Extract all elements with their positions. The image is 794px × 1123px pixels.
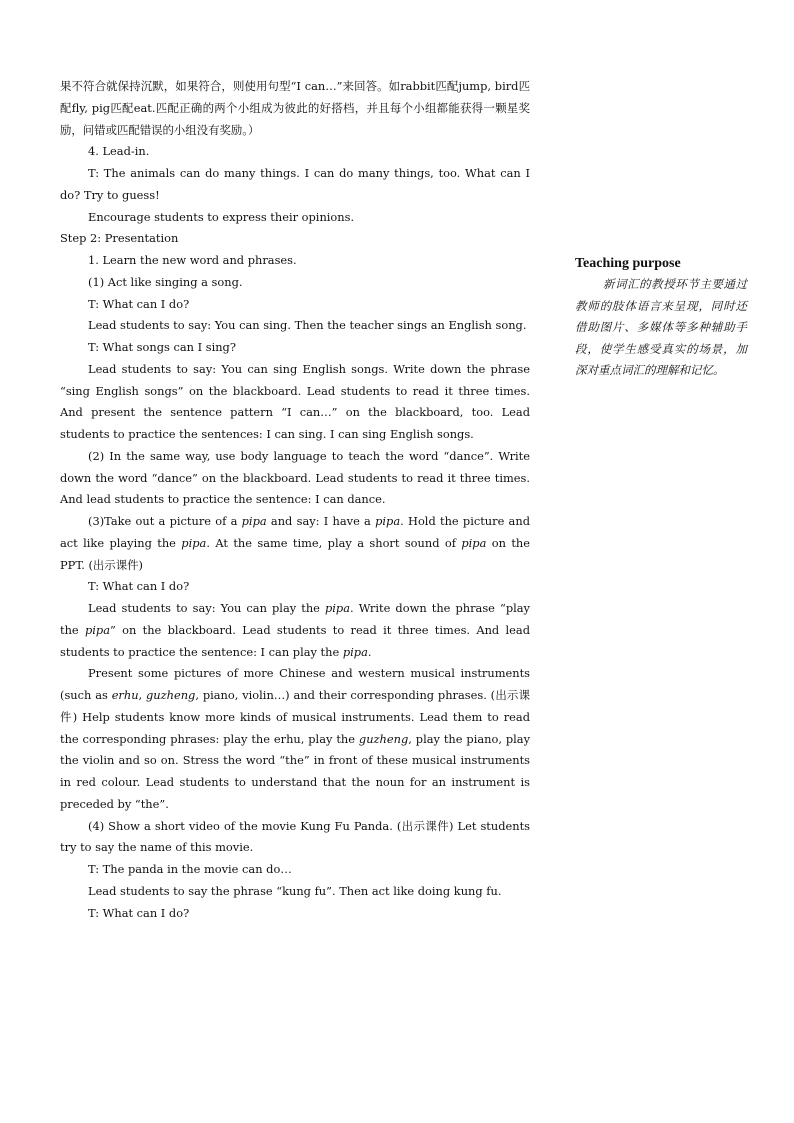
- item-act-singing: (1) Act like singing a song.: [88, 274, 243, 289]
- paragraph-what-songs: T: What songs can I sing?: [88, 340, 236, 354]
- paragraph-what-can-i-do-3: T: What can I do?: [88, 905, 190, 920]
- paragraph-encourage: Encourage students to express their opinions.: [88, 209, 355, 224]
- paragraph-what-can-i-do-1: T: What can I do?: [88, 296, 190, 311]
- paragraph-you-can-sing: Lead students to say: You can sing. Then the teacher sings an English song.: [88, 318, 527, 333]
- paragraph-play-pipa: Lead students to say: You can play the pipa. Write down the phrase “play the pipa” on the blackboard. Lead students to read it three times. And lead students to practice the sentence: I can play the pipa.: [60, 601, 530, 659]
- paragraph-kung-fu: Lead students to say the phrase “kung fu”. Then act like doing kung fu.: [88, 883, 502, 898]
- main-content: [60, 76, 530, 924]
- heading-learn-words: 1. Learn the new word and phrases.: [88, 253, 297, 267]
- paragraph-teacher-question: T: The animals can do many things. I can do many things, too. What can I do? Try to guess!: [60, 166, 530, 202]
- paragraph-dance: (2) In the same way, use body language to teach the word “dance”. Write down the word “dance” on the blackboard. Lead students to read it three times. And lead students to practice the sentence: I can dance.: [60, 448, 530, 507]
- paragraph-kung-fu-panda: (4) Show a short video of the movie Kung Fu Panda. (出示课件) Let students try to say the name of this movie.: [60, 818, 530, 855]
- paragraph-panda-can-do: T: The panda in the movie can do…: [88, 862, 292, 876]
- paragraph-musical-instruments: Present some pictures of more Chinese and western musical instruments (such as erhu, guzheng, piano, violin…) and their corresponding phrases. (出示课件) Help students know more kinds of musical instruments. Lead them to read the corresponding phrases: play the erhu, play the guzheng, play the piano, play the violin and so on. Stress the word “the” in front of these musical instruments in red colour. Lead students to understand that the noun for an instrument is preceded by “the”.: [60, 666, 531, 811]
- sidebar-text: 新词汇的教授环节主要通过教师的肢体语言来呈现，同时还借助图片、多媒体等多种辅助手段，使学生感受真实的场景，加深对重点词汇的理解和记忆。: [575, 277, 747, 377]
- paragraph-what-can-i-do-2: T: What can I do?: [88, 579, 190, 594]
- heading-step-2: Step 2: Presentation: [60, 231, 179, 246]
- sidebar-title: Teaching purpose: [575, 256, 681, 271]
- paragraph-sing-english-songs: Lead students to say: You can sing English songs. Write down the phrase “sing English songs” on the blackboard. Lead students to read it three times. And present the sentence pattern “I can…” on the blackboard, too. Lead students to practice the sentences: I can sing. I can sing English songs.: [60, 361, 530, 441]
- paragraph-pipa-picture: (3)Take out a picture of a pipa and say: I have a pipa. Hold the picture and act like playing the pipa. At the same time, play a short sound of pipa on the PPT. (出示课件): [60, 514, 531, 572]
- heading-lead-in: 4. Lead-in.: [88, 144, 150, 159]
- paragraph-activity-rules: 果不符合就保持沉默，如果符合，则使用句型“I can…”来回答。如rabbit匹配jump, bird匹配fly, pig匹配eat.匹配正确的两个小组成为彼此的好搭档，并且每个小组都能获得一颗星奖励，问错或匹配错误的小组没有奖励。）: [60, 79, 530, 137]
- teaching-purpose-sidebar: [575, 254, 747, 382]
